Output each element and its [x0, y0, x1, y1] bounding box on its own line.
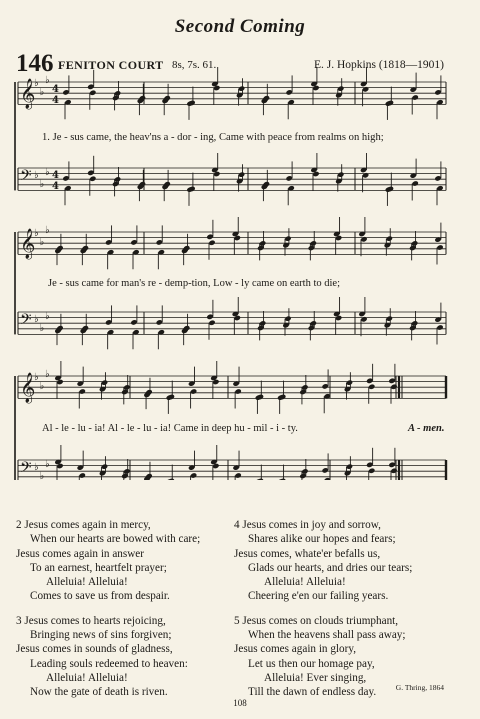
flat-icon: ♭ — [45, 459, 50, 470]
verse-line: Shares alike our hopes and fears; — [248, 533, 396, 546]
flat-icon: ♭ — [39, 323, 45, 334]
hymn-number: 146 — [16, 50, 54, 77]
verses-right-column — [234, 518, 464, 710]
flat-icon: ♭ — [34, 314, 39, 325]
verse-line: Jesus comes again in glory, — [234, 643, 357, 656]
verse-line: Till the dawn of endless day. — [248, 686, 377, 699]
author-credit: G. Thring, 1864 — [395, 683, 444, 692]
treble-clef-icon: 𝄞 — [20, 373, 36, 403]
flat-icon: ♭ — [45, 167, 50, 178]
verse-line: Alleluia! Ever singing, — [264, 671, 367, 684]
bass-clef-icon: 𝄢 — [20, 311, 32, 332]
treble-clef-icon: 𝄞 — [20, 79, 36, 109]
flat-icon: ♭ — [34, 228, 39, 239]
verse-line: To an earnest, heartfelt prayer; — [30, 561, 167, 574]
verse-2 — [16, 518, 231, 604]
verse-line: Now the gate of death is riven. — [30, 686, 168, 699]
verse-line: Bringing news of sins forgiven; — [30, 629, 172, 642]
verse-line: Alleluia! Alleluia! — [46, 576, 128, 589]
verse-line: Jesus comes in sounds of gladness, — [16, 643, 173, 656]
amen-label: A - men. — [408, 423, 445, 434]
verse-4 — [234, 518, 464, 604]
verse-line: 5 Jesus comes on clouds triumphant, — [234, 614, 399, 627]
flat-icon: ♭ — [34, 372, 39, 383]
flat-icon: ♭ — [39, 381, 45, 392]
verse-line: When our hearts are bowed with care; — [30, 533, 201, 546]
verse-line: Jesus comes again in answer — [16, 547, 145, 560]
bass-clef-icon: 𝄢 — [20, 167, 32, 188]
flat-icon: ♭ — [45, 75, 50, 86]
flat-icon: ♭ — [34, 170, 39, 181]
verse-line: Glads our hearts, and dries our tears; — [248, 561, 413, 574]
section-title: Second Coming — [174, 16, 306, 37]
flat-icon: ♭ — [45, 311, 50, 322]
lyrics-line-1: 1. Je - sus came, the heav'ns a - dor - ing, Came with peace from realms on high; — [42, 132, 384, 143]
page-number: 108 — [233, 698, 247, 708]
verse-line: Alleluia! Alleluia! — [264, 576, 346, 589]
time-signature: 4 — [52, 84, 59, 95]
flat-icon: ♭ — [39, 179, 45, 190]
flat-icon: ♭ — [39, 237, 45, 248]
composer: E. J. Hopkins (1818—1901) — [313, 59, 444, 71]
verses-left-column — [16, 518, 231, 710]
flat-icon: ♭ — [45, 225, 50, 236]
verse-line: Alleluia! Alleluia! — [46, 671, 128, 684]
verse-line: Cheering e'en our failing years. — [248, 590, 389, 603]
verse-line: When the heavens shall pass away; — [248, 629, 406, 642]
lyrics-line-2: Je - sus came for man's re - demp-tion, Low - ly came on earth to die; — [48, 278, 341, 289]
verse-3 — [16, 614, 231, 700]
flat-icon: ♭ — [39, 87, 45, 98]
flat-icon: ♭ — [45, 369, 50, 380]
verse-line: 3 Jesus comes to hearts rejoicing, — [16, 614, 166, 627]
verse-line: 4 Jesus comes in joy and sorrow, — [234, 519, 381, 531]
verse-line: Comes to save us from despair. — [30, 590, 170, 603]
verse-line: 2 Jesus comes again in mercy, — [16, 519, 151, 531]
verse-line: Leading souls redeemed to heaven: — [30, 657, 188, 670]
verse-line: Jesus comes, whate'er befalls us, — [234, 547, 381, 560]
lyrics-line-3: Al - le - lu - ia! Al - le - lu - ia! Came in deep hu - mil - i - ty. — [42, 423, 298, 434]
flat-icon: ♭ — [34, 78, 39, 89]
flat-icon: ♭ — [34, 462, 39, 473]
meter: 8s, 7s. 61. — [172, 59, 217, 71]
bass-clef-icon: 𝄢 — [20, 459, 32, 480]
flat-icon: ♭ — [39, 471, 45, 480]
verse-line: Let us then our homage pay, — [248, 657, 375, 670]
treble-clef-icon: 𝄞 — [20, 229, 36, 259]
time-signature: 4 — [52, 95, 59, 106]
time-signature: 4 — [52, 181, 59, 192]
tune-name: FENITON COURT — [58, 58, 164, 72]
time-signature: 4 — [52, 170, 59, 181]
